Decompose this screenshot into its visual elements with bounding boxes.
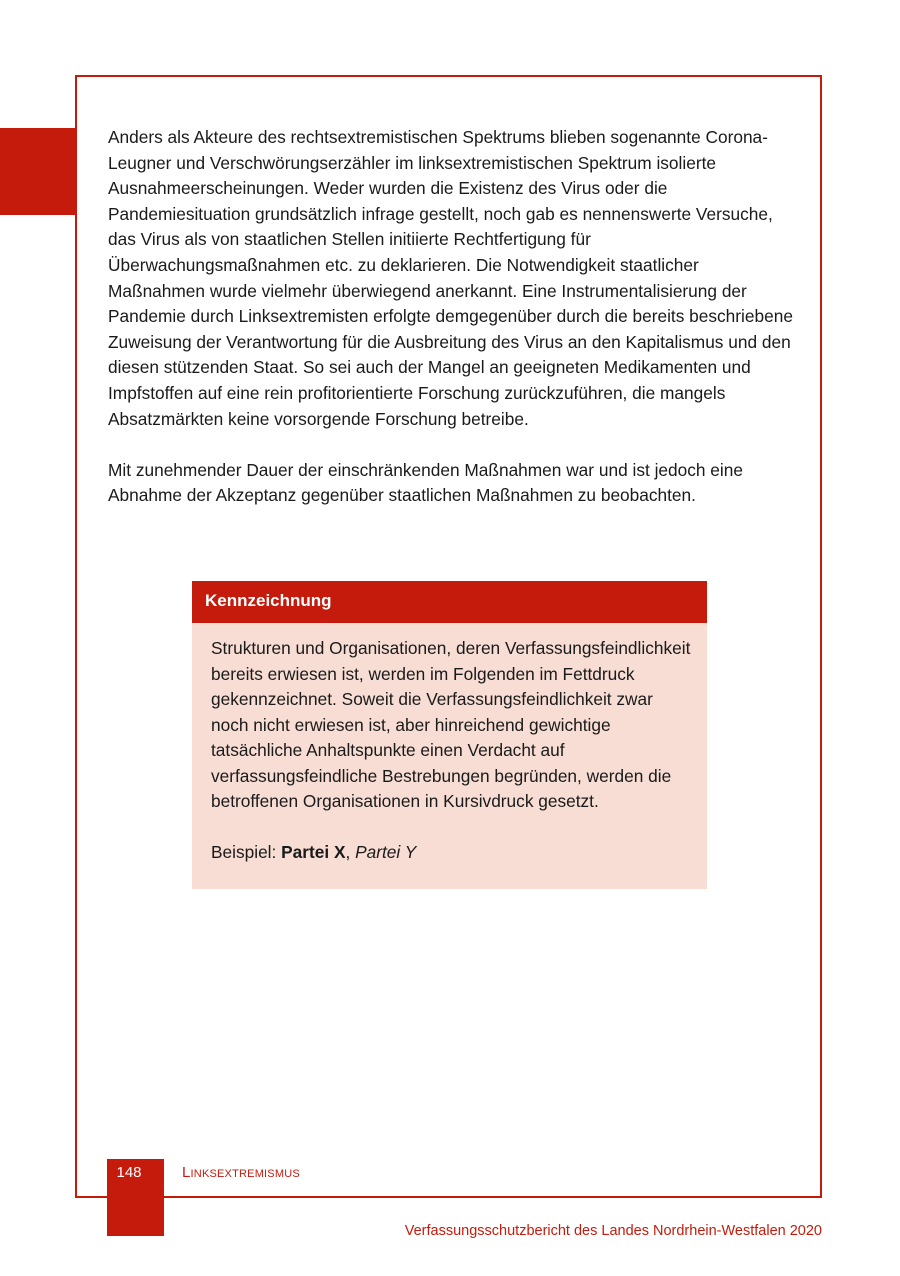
side-marker — [0, 128, 77, 215]
example-separator: , — [345, 842, 356, 862]
example-bold: Partei X — [281, 842, 346, 862]
info-box-body — [192, 623, 707, 866]
page-number: 148 — [116, 1164, 142, 1181]
paragraph: Mit zunehmender Dauer der einschränkenden Maßnahmen war und ist jedoch eine Abnahme der Akzeptanz gegenüber staatlichen Maßnahmen zu beobachten. — [108, 459, 743, 506]
example-italic: Partei Y — [355, 842, 417, 862]
main-text — [108, 125, 798, 535]
info-box — [192, 581, 707, 889]
section-label: Linksextremismus — [182, 1164, 300, 1181]
example-label: Beispiel: — [211, 842, 282, 862]
publication-title: Verfassungsschutzbericht des Landes Nordrhein-Westfalen 2020 — [404, 1223, 822, 1239]
info-box-title: Kennzeichnung — [192, 581, 707, 623]
paragraph: Anders als Akteure des rechtsextremistischen Spektrums blieben sogenannte Corona-Leugner und Verschwörungserzähler im linksextremistischen Spektrum isolierte Ausnahmeerscheinungen. Weder wurden die Existenz des Virus oder die Pandemiesituation grundsätzlich infrage gestellt, noch gab es nennenswerte Versuche, das Virus als von staatlichen Stellen initiierte Rechtfertigung für Überwachungsmaßnahmen etc. zu deklarieren. Die Notwendigkeit staatlicher Maßnahmen wurde vielmehr überwiegend anerkannt. Eine Instrumentalisierung der Pandemie durch Linksextremisten erfolgte demgegenüber durch die bereits beschriebene Zuweisung der Verantwortung für die Ausbreitung des Virus an den Kapitalismus und den diesen stützenden Staat. So sei auch der Mangel an geeigneten Medikamenten und Impfstoffen auf eine rein profitorientierte Forschung zurückzuführen, die mangels Absatzmärkten keine vorsorgende Forschung betreibe. — [108, 127, 793, 429]
info-box-example — [211, 840, 693, 866]
info-box-text: Strukturen und Organisationen, deren Verfassungsfeindlichkeit bereits erwiesen ist, werden im Folgenden im Fettdruck gekennzeichnet. Soweit die Verfassungsfeindlichkeit zwar noch nicht erwiesen ist, aber hinreichend gewichtige tatsächliche Anhaltspunkte einen Verdacht auf verfassungsfeindliche Bestrebungen begründen, werden die betroffenen Organisationen in Kursivdruck gesetzt. — [211, 638, 691, 811]
